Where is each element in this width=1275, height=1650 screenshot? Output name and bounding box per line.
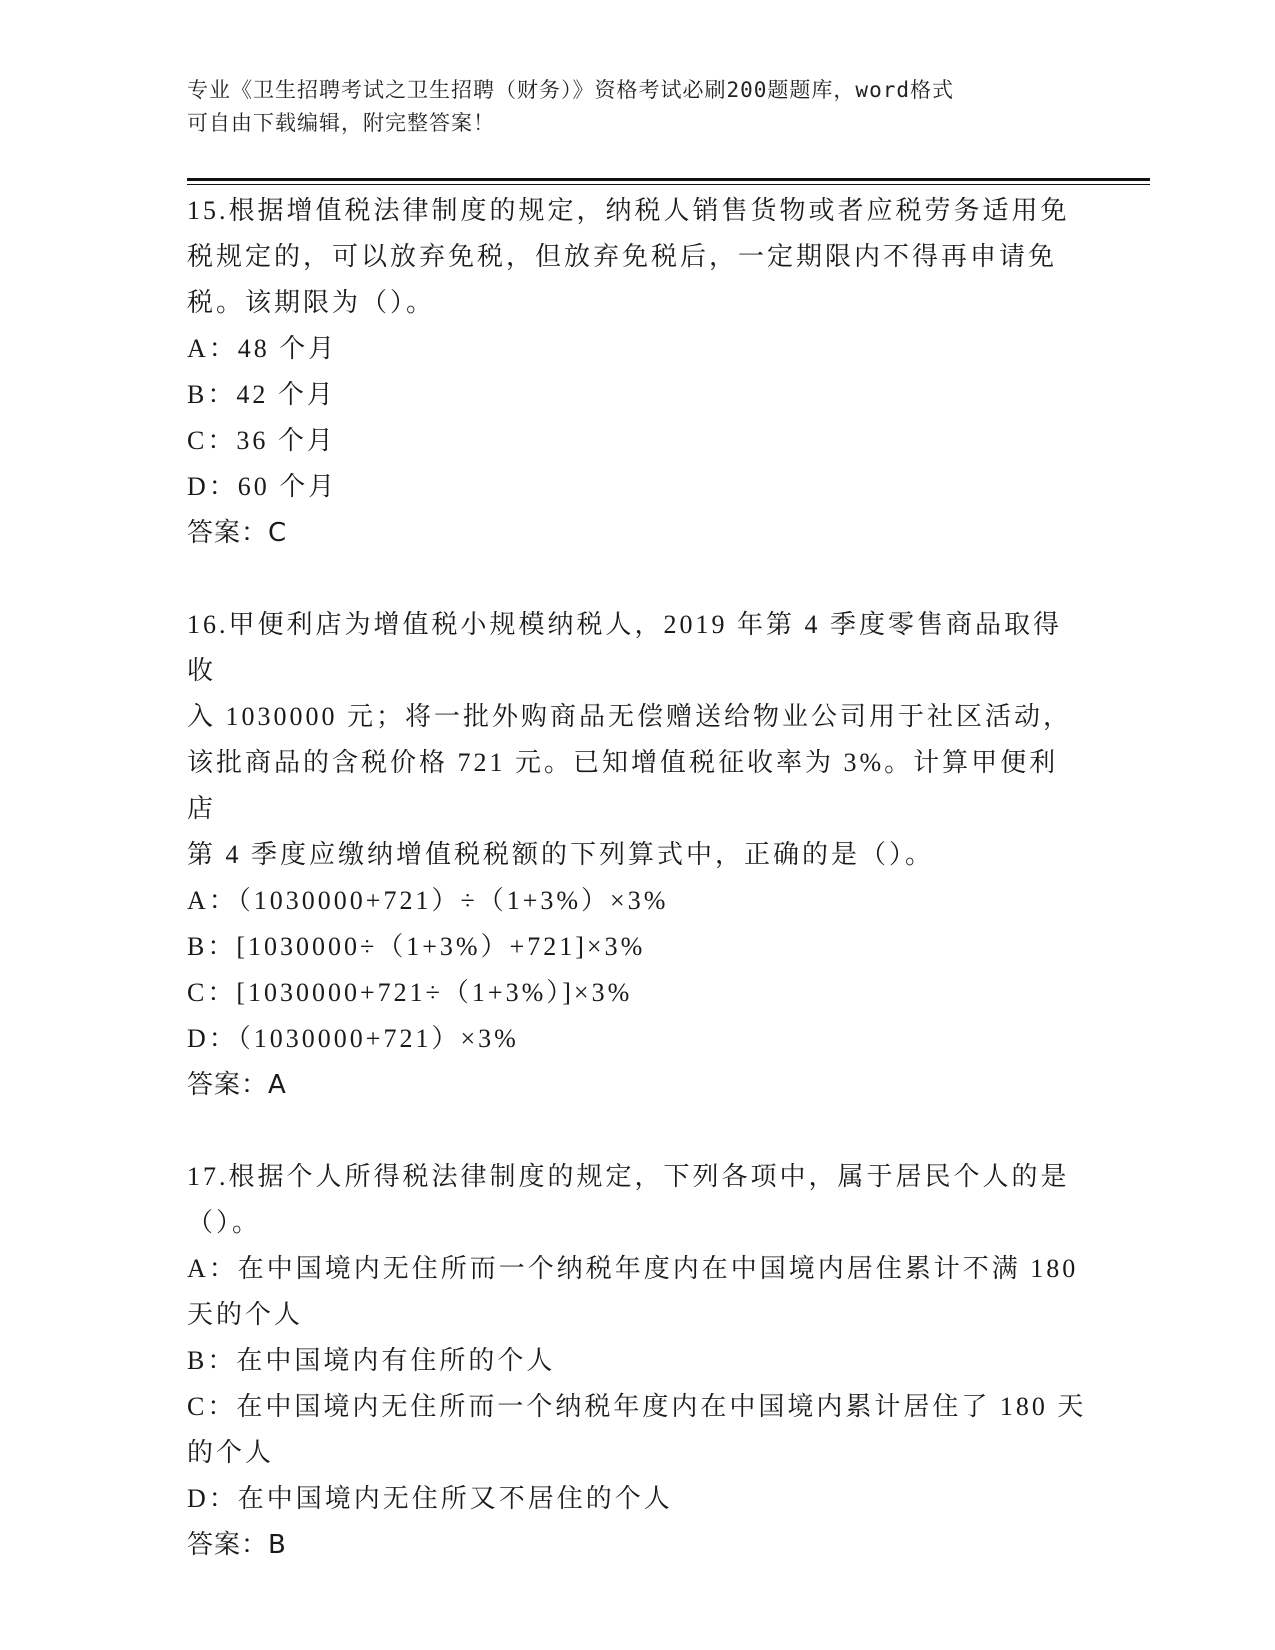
question-text-line: 税。该期限为（）。 [187,288,436,317]
option-a: A：48 个月 [187,334,338,363]
answer-line: 答案：B [187,1530,287,1560]
option-d: D：60 个月 [187,472,338,501]
option-c: C：在中国境内无住所而一个纳税年度内在中国境内累计居住了 180 天 [187,1392,1087,1421]
question-spacer [187,1108,1087,1154]
question-item [187,1154,1087,1568]
question-list [187,188,1087,1568]
header-divider-thin [187,184,1150,185]
answer-line: 答案：C [187,518,288,548]
question-text-line: 该批商品的含税价格 721 元。已知增值税征收率为 3%。计算甲便利店 [187,748,1059,823]
answer-line: 答案：A [187,1070,287,1100]
option-b: B：42 个月 [187,380,336,409]
question-text-line: 入 1030000 元；将一批外购商品无偿赠送给物业公司用于社区活动， [187,702,1073,731]
question-item [187,188,1087,556]
header-line-2: 可自由下载编辑，附完整答案！ [187,111,495,135]
document-header [187,74,1067,140]
question-item [187,602,1087,1108]
question-text-line: （）。 [187,1208,262,1237]
option-c: C：36 个月 [187,426,336,455]
question-text-line: 税规定的，可以放弃免税，但放弃免税后，一定期限内不得再申请免 [187,242,1058,271]
question-text-line: 17.根据个人所得税法律制度的规定，下列各项中，属于居民个人的是 [187,1162,1070,1191]
header-divider-thick [187,178,1150,181]
question-spacer [187,556,1087,602]
option-c: C：[1030000+721÷（1+3%）]×3% [187,978,633,1007]
question-text-line: 15.根据增值税法律制度的规定，纳税人销售货物或者应税劳务适用免 [187,196,1070,225]
option-c-continued: 的个人 [187,1438,275,1467]
option-b: B：[1030000÷（1+3%）+721]×3% [187,932,646,961]
option-a: A：在中国境内无住所而一个纳税年度内在中国境内居住累计不满 180 [187,1254,1079,1283]
question-text-line: 16.甲便利店为增值税小规模纳税人，2019 年第 4 季度零售商品取得收 [187,610,1063,685]
option-a-continued: 天的个人 [187,1300,304,1329]
option-b: B：在中国境内有住所的个人 [187,1346,556,1375]
header-line-1: 专业《卫生招聘考试之卫生招聘（财务）》资格考试必刷200题题库，word格式 [187,78,954,102]
option-d: D：在中国境内无住所又不居住的个人 [187,1484,673,1513]
option-d: D：（1030000+721）×3% [187,1024,519,1053]
option-a: A：（1030000+721）÷（1+3%）×3% [187,886,669,915]
question-text-line: 第 4 季度应缴纳增值税税额的下列算式中，正确的是（）。 [187,840,935,869]
